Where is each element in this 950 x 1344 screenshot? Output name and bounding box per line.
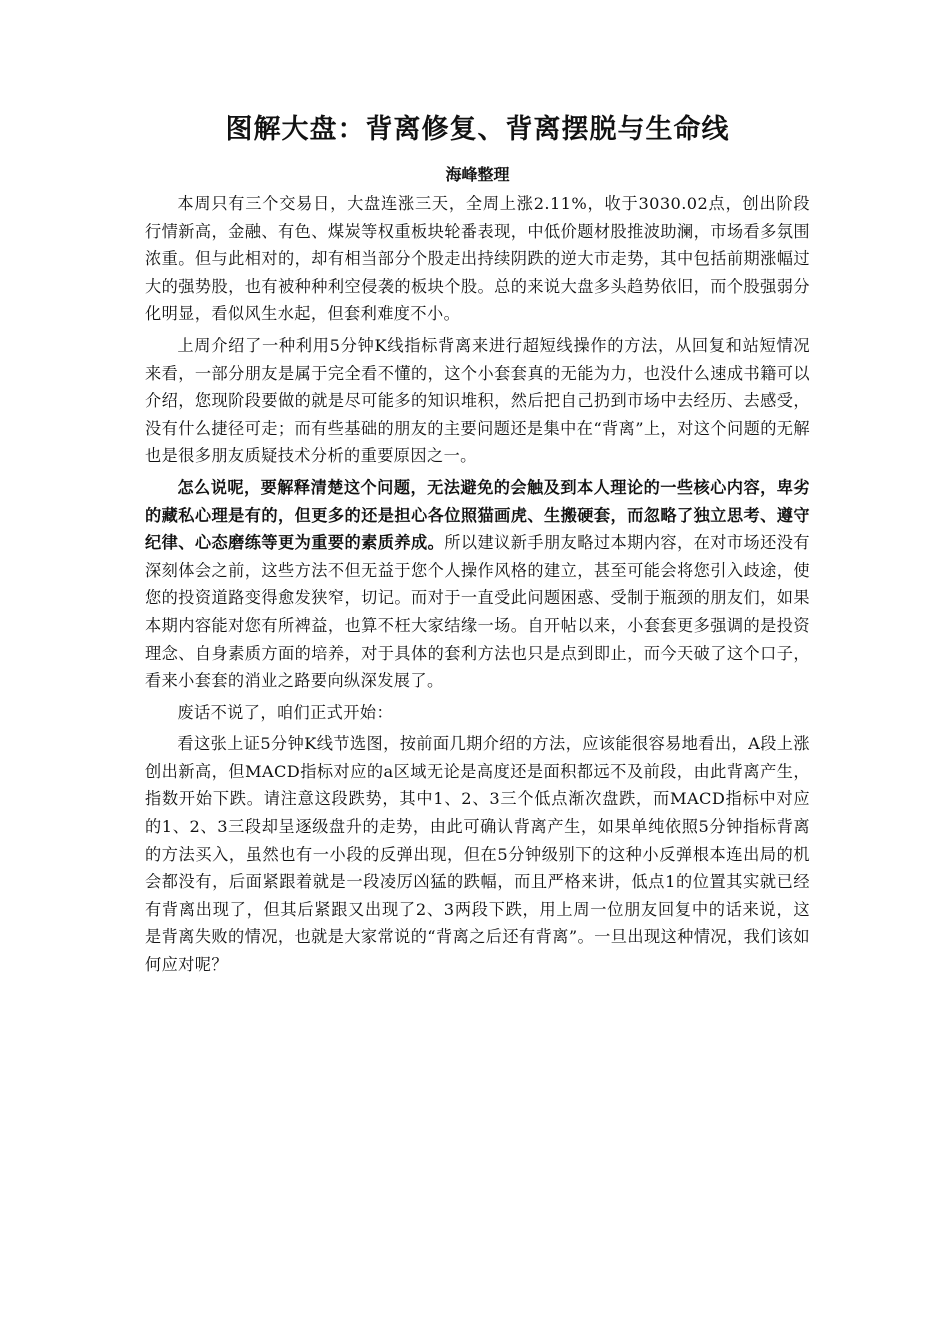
document-page [145,110,810,983]
paragraph: 上周介绍了一种利用5分钟K线指标背离来进行超短线操作的方法，从回复和站短情况来看，一部分朋友是属于完全看不懂的，这个小套套真的无能为力，也没什么速成书籍可以介绍，您现阶段要做的就是尽可能多的知识堆积，然后把自己扔到市场中去经历、去感受，没有什么捷径可走；而有些基础的朋友的主要问题还是集中在“背离”上，对这个问题的无解也是很多朋友质疑技术分析的重要原因之一。 [145,335,810,466]
document-author: 海峰整理 [445,165,510,184]
paragraph [145,474,810,695]
document-title: 图解大盘：背离修复、背离摆脱与生命线 [225,114,730,145]
paragraph: 看这张上证5分钟K线节选图，按前面几期介绍的方法，应该能很容易地看出，A段上涨创出新高，但MACD指标对应的a区域无论是高度还是面积都远不及前段，由此背离产生，指数开始下跌。请注意这段跌势，其中1、2、3三个低点渐次盘跌，而MACD指标中对应的1、2、3三段却呈逐级盘升的走势，由此可确认背离产生，如果单纯依照5分钟指标背离的方法买入，虽然也有一小段的反弹出现，但在5分钟级别下的这种小反弹根本连出局的机会都没有，后面紧跟着就是一段凌厉凶猛的跌幅，而且严格来讲，低点1的位置其实就已经有背离出现了，但其后紧跟又出现了2、3两段下跌，用上周一位朋友回复中的话来说，这是背离失败的情况，也就是大家常说的“背离之后还有背离”。一旦出现这种情况，我们该如何应对呢？ [145,734,810,975]
paragraph: 废话不说了，咱们正式开始： [177,702,394,722]
paragraph: 本周只有三个交易日，大盘连涨三天，全周上涨2.11%，收于3030.02点，创出阶段行情新高，金融、有色、煤炭等权重板块轮番表现，中低价题材股推波助澜，市场看多氛围浓重。但与此相对的，却有相当部分个股走出持续阴跌的逆大市走势，其中包括前期涨幅过大的强势股，也有被种种利空侵袭的板块个股。总的来说大盘多头趋势依旧，而个股强弱分化明显，看似风生水起，但套利难度不小。 [145,194,810,324]
bold-lead-text: 怎么说呢，要解释清楚这个问题，无法避免的会触及到本人理论的一些核心内容，卑劣的藏私心理是有的，但更多的还是担心各位照猫画虎、生搬硬套，而忽略了独立思考、遵守纪律、心态磨练等更为重要的素质养成。 [145,477,810,553]
paragraph-continuation: 所以建议新手朋友略过本期内容，在对市场还没有深刻体会之前，这些方法不但无益于您个人操作风格的建立，甚至可能会将您引入歧途，使您的投资道路变得愈发狭窄，切记。而对于一直受此问题困惑、受制于瓶颈的朋友们，如果本期内容能对您有所裨益，也算不枉大家结缘一场。自开帖以来，小套套更多强调的是投资理念、自身素质方面的培养，对于具体的套利方法也只是点到即止，而今天破了这个口子，看来小套套的消业之路要向纵深发展了。 [145,533,810,691]
